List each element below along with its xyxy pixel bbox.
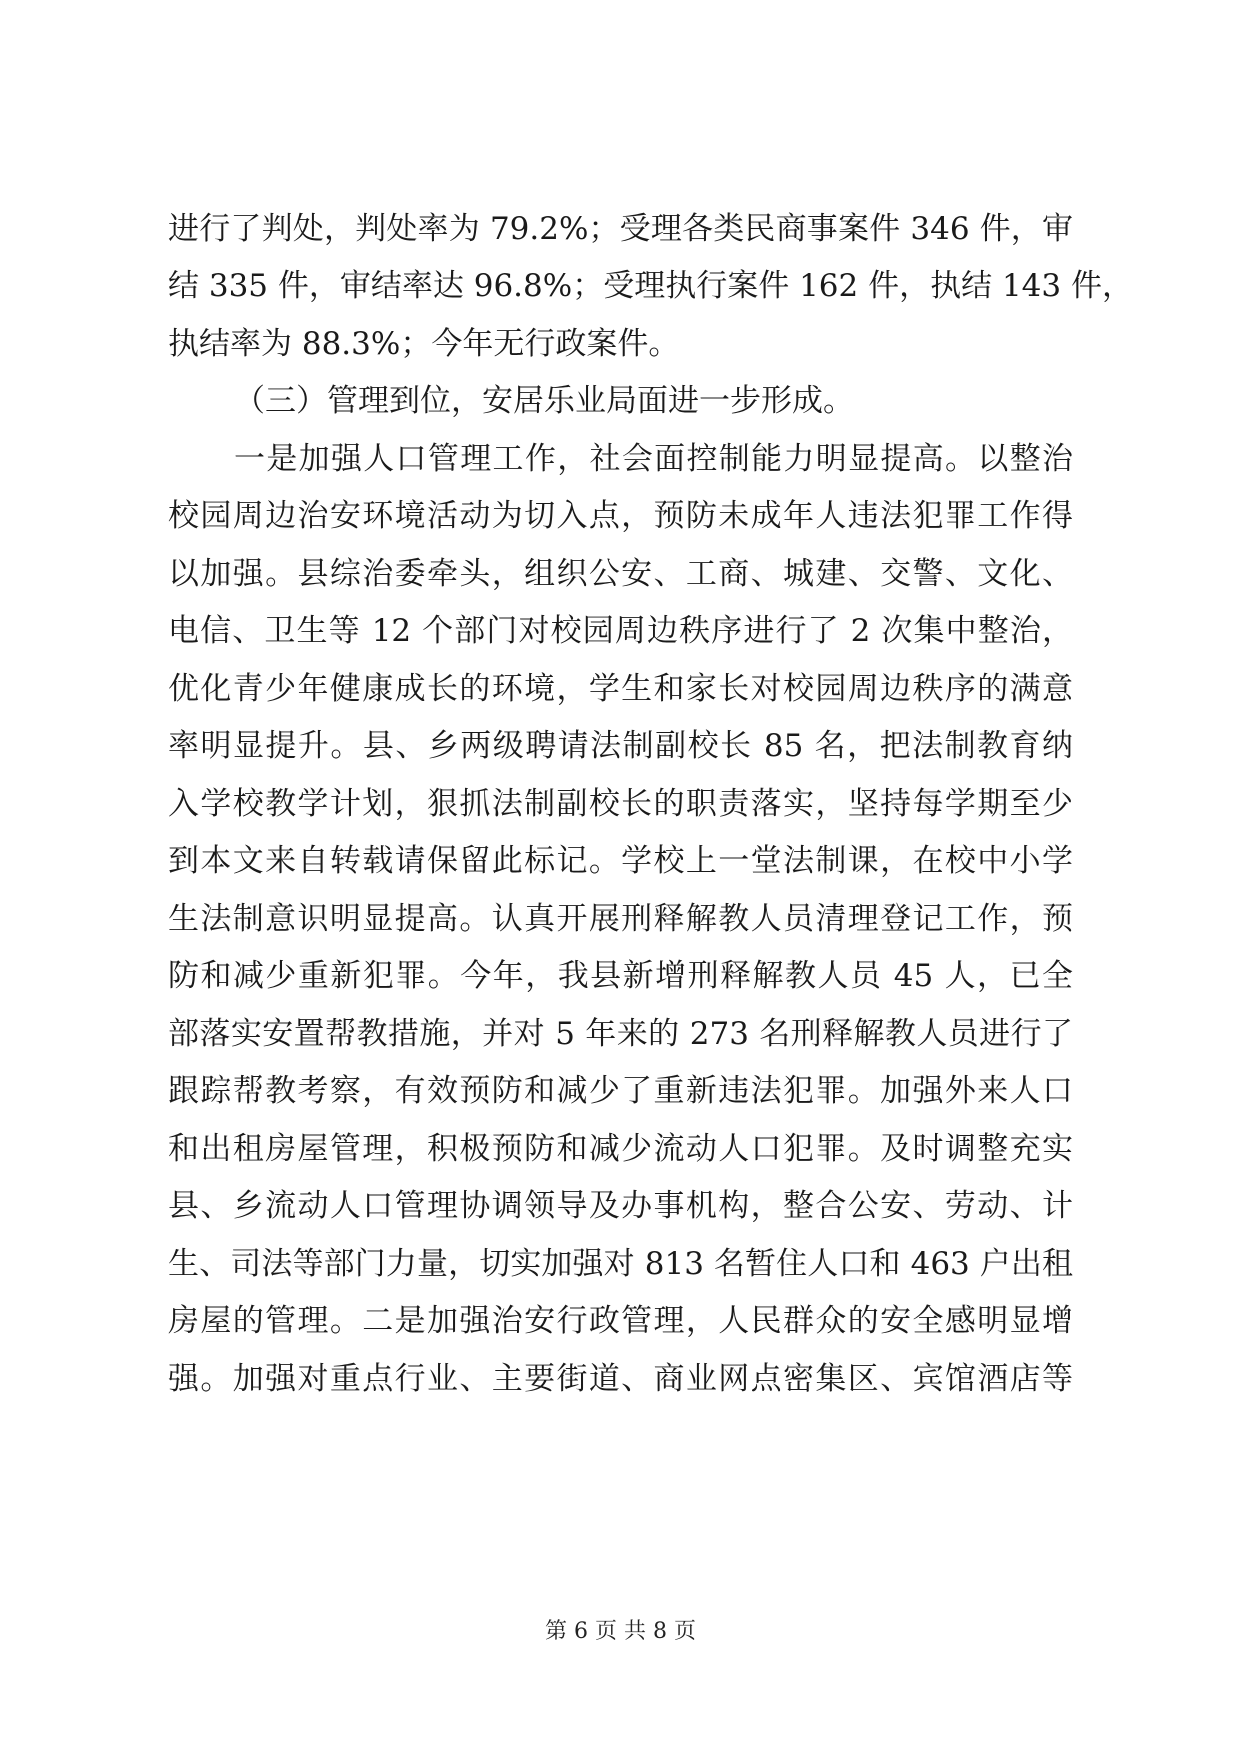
text-line: 电信、卫生等 12 个部门对校园周边秩序进行了 2 次集中整治， bbox=[168, 613, 1073, 649]
text-line: 跟踪帮教考察，有效预防和减少了重新违法犯罪。加强外来人口 bbox=[168, 1073, 1073, 1109]
text-line: 县、乡流动人口管理协调领导及办事机构，整合公安、劳动、计 bbox=[168, 1188, 1073, 1224]
section-heading: （三）管理到位，安居乐业局面进一步形成。 bbox=[234, 383, 854, 419]
text-line: 和出租房屋管理，积极预防和减少流动人口犯罪。及时调整充实 bbox=[168, 1131, 1073, 1167]
text-line: 生、司法等部门力量，切实加强对 813 名暂住人口和 463 户出租 bbox=[168, 1246, 1073, 1282]
text-line: 校园周边治安环境活动为切入点，预防未成年人违法犯罪工作得 bbox=[168, 498, 1073, 534]
text-line: 防和减少重新犯罪。今年，我县新增刑释解教人员 45 人，已全 bbox=[168, 958, 1073, 994]
page-number-footer: 第 6 页 共 8 页 bbox=[545, 1619, 696, 1644]
text-line: 部落实安置帮教措施，并对 5 年来的 273 名刑释解教人员进行了 bbox=[168, 1016, 1073, 1052]
text-line: 一是加强人口管理工作，社会面控制能力明显提高。以整治 bbox=[234, 441, 1073, 477]
text-line: 到本文来自转载请保留此标记。学校上一堂法制课，在校中小学 bbox=[168, 843, 1073, 879]
text-line: 进行了判处，判处率为 79.2%；受理各类民商事案件 346 件，审 bbox=[168, 211, 1073, 247]
text-line: 执结率为 88.3%；今年无行政案件。 bbox=[168, 326, 680, 362]
text-line: 强。加强对重点行业、主要街道、商业网点密集区、宾馆酒店等 bbox=[168, 1361, 1073, 1397]
text-line: 结 335 件，审结率达 96.8%；受理执行案件 162 件，执结 143 件， bbox=[168, 268, 1133, 304]
text-line: 房屋的管理。二是加强治安行政管理，人民群众的安全感明显增 bbox=[168, 1303, 1073, 1339]
text-line: 入学校教学计划，狠抓法制副校长的职责落实，坚持每学期至少 bbox=[168, 786, 1073, 822]
text-line: 率明显提升。县、乡两级聘请法制副校长 85 名，把法制教育纳 bbox=[168, 728, 1073, 764]
text-line: 生法制意识明显提高。认真开展刑释解教人员清理登记工作，预 bbox=[168, 901, 1073, 937]
text-line: 以加强。县综治委牵头，组织公安、工商、城建、交警、文化、 bbox=[168, 556, 1073, 592]
text-line: 优化青少年健康成长的环境，学生和家长对校园周边秩序的满意 bbox=[168, 671, 1073, 707]
